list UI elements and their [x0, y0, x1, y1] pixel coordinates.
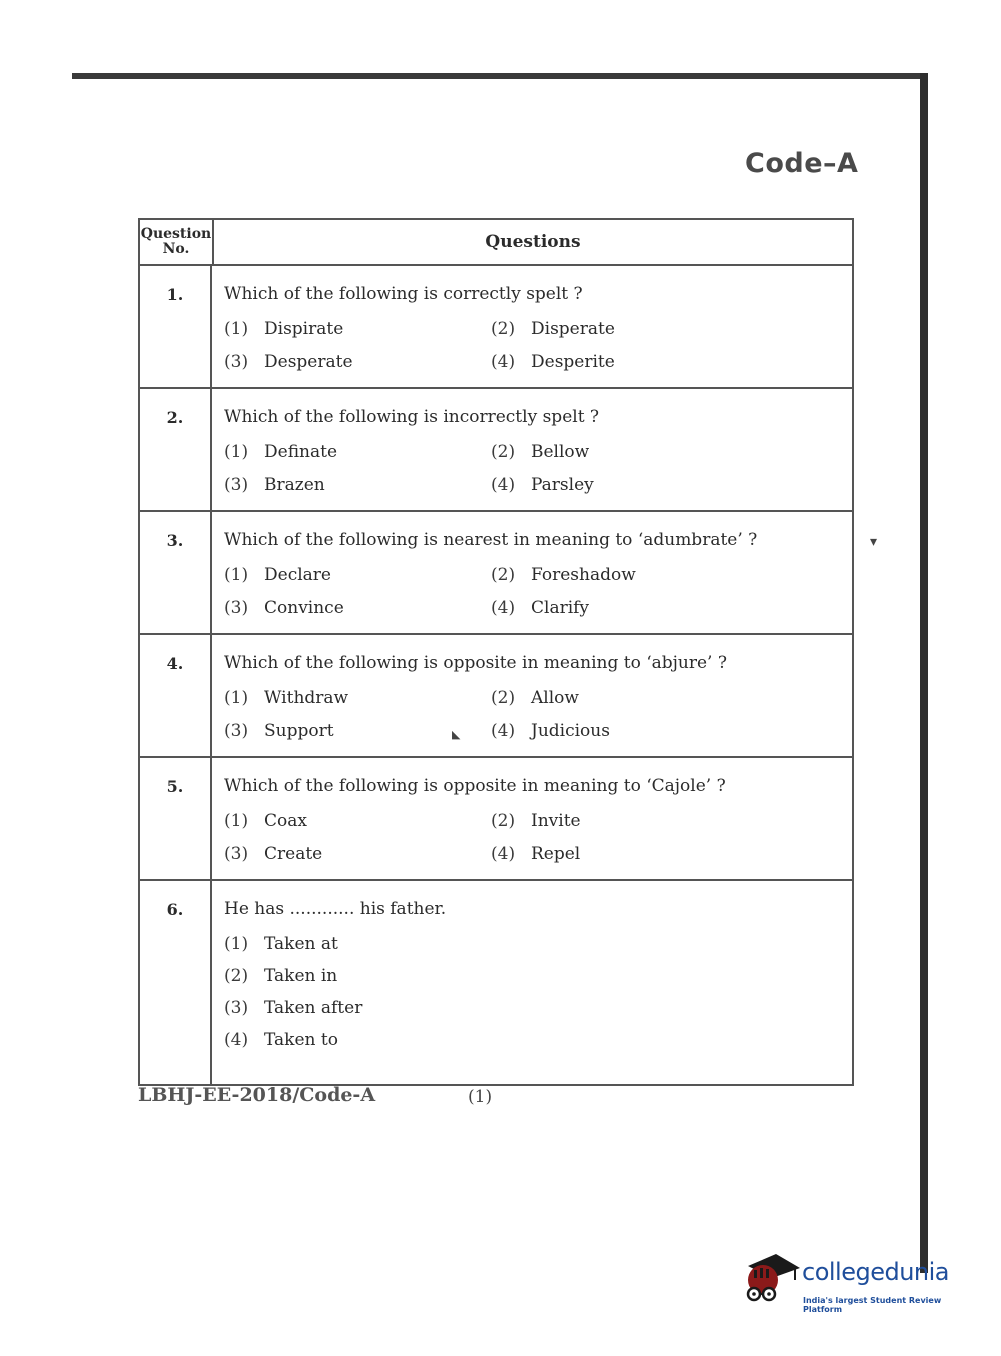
option — [224, 352, 491, 372]
option — [224, 721, 491, 741]
option — [491, 475, 852, 495]
option — [224, 565, 491, 585]
question-body — [212, 758, 852, 879]
option-number: (3) — [224, 475, 249, 495]
scan-mark: ▾ — [870, 534, 878, 550]
question-row — [140, 758, 852, 881]
footer-page-number: (1) — [468, 1087, 493, 1107]
question-number: 6. — [140, 881, 212, 1084]
option-text: Coax — [264, 811, 307, 831]
question-number: 1. — [140, 266, 212, 387]
option-number: (1) — [224, 688, 249, 708]
option-text: Withdraw — [264, 688, 349, 708]
question-text: Which of the following is correctly spelt ? — [224, 284, 583, 304]
option-text: Disperate — [531, 319, 615, 339]
logo-tagline: India's largest Student Review Platform — [803, 1296, 942, 1314]
option — [224, 319, 491, 339]
question-row — [140, 266, 852, 389]
option-text: Support — [264, 721, 334, 741]
option-text: Desperate — [264, 352, 353, 372]
question-table — [138, 218, 854, 1086]
question-row — [140, 389, 852, 512]
option-text: Taken at — [264, 934, 338, 954]
option-text: Dispirate — [264, 319, 344, 339]
option-text: Taken after — [264, 998, 363, 1018]
option — [224, 844, 491, 864]
question-body — [212, 266, 852, 387]
options — [224, 688, 852, 741]
option-number: (2) — [224, 966, 249, 986]
question-body — [212, 635, 852, 756]
option-text: Clarify — [531, 598, 590, 618]
question-number: 3. — [140, 512, 212, 633]
footer-paper-code: LBHJ-EE-2018/Code-A — [138, 1084, 376, 1106]
option-number: (3) — [224, 352, 249, 372]
option-number: (1) — [224, 934, 249, 954]
question-text: Which of the following is incorrectly spelt ? — [224, 407, 600, 427]
option-text: Bellow — [531, 442, 590, 462]
collegedunia-logo[interactable] — [742, 1250, 972, 1314]
option — [224, 998, 852, 1018]
logo-wordmark: collegedunia — [802, 1258, 950, 1286]
option-text: Create — [264, 844, 323, 864]
option — [491, 352, 852, 372]
question-row — [140, 635, 852, 758]
option-number: (1) — [224, 565, 249, 585]
option — [224, 442, 491, 462]
option — [491, 688, 852, 708]
question-text: Which of the following is opposite in meaning to ‘Cajole’ ? — [224, 776, 726, 796]
option — [224, 811, 491, 831]
option-number: (4) — [491, 352, 516, 372]
graduate-mascot-icon — [742, 1250, 800, 1310]
header-questions: Questions — [485, 232, 581, 252]
option — [224, 1030, 852, 1050]
option-text: Desperite — [531, 352, 615, 372]
scan-top-border — [72, 73, 928, 79]
option-number: (2) — [491, 319, 516, 339]
option — [224, 688, 491, 708]
option — [224, 598, 491, 618]
question-body — [212, 881, 852, 1084]
option-number: (2) — [491, 442, 516, 462]
header-question-no — [140, 220, 214, 264]
option — [491, 598, 852, 618]
question-row — [140, 881, 852, 1084]
option-text: Convince — [264, 598, 344, 618]
option — [491, 319, 852, 339]
options — [224, 934, 852, 1050]
option-text: Repel — [531, 844, 581, 864]
option — [491, 844, 852, 864]
table-header — [140, 220, 852, 266]
option-text: Parsley — [531, 475, 594, 495]
option-number: (3) — [224, 998, 249, 1018]
option-text: Definate — [264, 442, 338, 462]
option-number: (4) — [491, 598, 516, 618]
scan-mark: ◣ — [452, 728, 461, 741]
option-number: (2) — [491, 565, 516, 585]
option — [491, 721, 852, 741]
option — [491, 442, 852, 462]
option-number: (4) — [224, 1030, 249, 1050]
question-body — [212, 389, 852, 510]
option-text: Invite — [531, 811, 581, 831]
option — [224, 966, 852, 986]
option-text: Taken in — [264, 966, 338, 986]
question-text: Which of the following is opposite in meaning to ‘abjure’ ? — [224, 653, 727, 673]
header-question-no-line1: Question — [140, 226, 212, 242]
options — [224, 442, 852, 495]
options — [224, 565, 852, 618]
option-number: (4) — [491, 721, 516, 741]
option-number: (3) — [224, 598, 249, 618]
option — [224, 475, 491, 495]
option-number: (1) — [224, 442, 249, 462]
option — [491, 565, 852, 585]
option-number: (2) — [491, 811, 516, 831]
option-number: (3) — [224, 721, 249, 741]
question-number: 5. — [140, 758, 212, 879]
header-question-no-line2: No. — [162, 241, 190, 257]
question-text: He has ............ his father. — [224, 899, 447, 919]
option-text: Brazen — [264, 475, 325, 495]
option-number: (1) — [224, 811, 249, 831]
option-number: (4) — [491, 475, 516, 495]
scan-right-border — [920, 73, 928, 1273]
option-number: (2) — [491, 688, 516, 708]
option-number: (1) — [224, 319, 249, 339]
question-row — [140, 512, 852, 635]
options — [224, 811, 852, 864]
question-number: 2. — [140, 389, 212, 510]
question-number: 4. — [140, 635, 212, 756]
option — [491, 811, 852, 831]
option-number: (4) — [491, 844, 516, 864]
options — [224, 319, 852, 372]
option-text: Taken to — [264, 1030, 338, 1050]
question-text: Which of the following is nearest in meaning to ‘adumbrate’ ? — [224, 530, 758, 550]
option — [224, 934, 852, 954]
option-text: Judicious — [531, 721, 610, 741]
paper-code: Code–A — [745, 148, 859, 179]
question-body — [212, 512, 852, 633]
option-number: (3) — [224, 844, 249, 864]
option-text: Declare — [264, 565, 331, 585]
option-text: Foreshadow — [531, 565, 636, 585]
option-text: Allow — [531, 688, 579, 708]
